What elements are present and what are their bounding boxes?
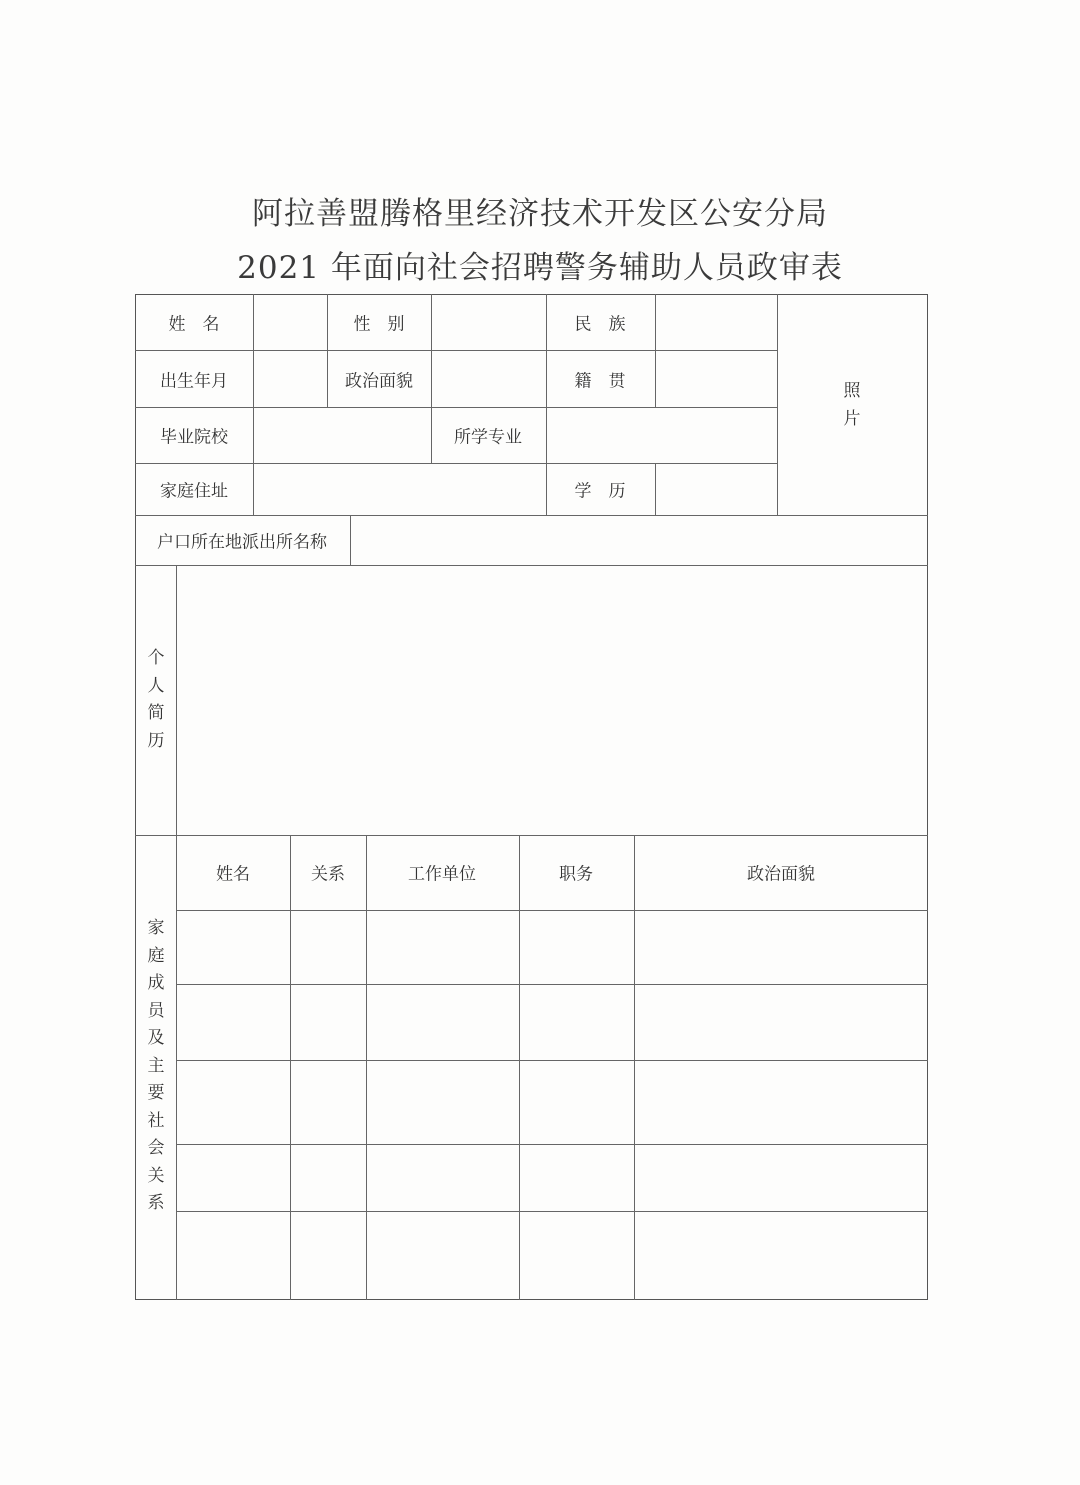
col-divider <box>519 835 520 1300</box>
political-field[interactable] <box>432 351 545 406</box>
ethnicity-field[interactable] <box>656 295 776 349</box>
row-divider <box>176 1144 928 1145</box>
education-field[interactable] <box>656 464 776 514</box>
col-divider <box>366 835 367 1300</box>
row-divider <box>176 1211 928 1212</box>
native-place-field[interactable] <box>656 351 776 406</box>
label-ethnicity: 民 族 <box>574 314 626 335</box>
row-divider <box>176 910 928 911</box>
label-major: 所学专业 <box>454 427 522 448</box>
label-birth: 出生年月 <box>160 371 228 392</box>
col-divider <box>634 835 635 1300</box>
label-school: 毕业院校 <box>160 427 228 448</box>
photo-area[interactable] <box>778 295 927 514</box>
family-header-employer: 工作单位 <box>408 864 476 885</box>
family-header-name: 姓名 <box>216 864 250 885</box>
major-field[interactable] <box>547 408 776 462</box>
form-title-line-1: 阿拉善盟腾格里经济技术开发区公安分局 <box>252 196 828 232</box>
address-field[interactable] <box>254 464 545 514</box>
col-divider <box>327 294 328 407</box>
label-family: 家庭成员及主要社会关系 <box>147 918 165 1213</box>
row-divider <box>135 835 928 836</box>
label-education: 学 历 <box>574 481 626 502</box>
police-station-field[interactable] <box>351 516 927 564</box>
col-divider <box>290 835 291 1300</box>
resume-field[interactable] <box>177 566 927 834</box>
label-name: 姓 名 <box>168 314 220 335</box>
gender-field[interactable] <box>432 295 545 349</box>
school-field[interactable] <box>254 408 430 462</box>
family-header-political: 政治面貌 <box>747 864 815 885</box>
name-field[interactable] <box>254 295 326 349</box>
col-divider <box>546 294 547 515</box>
birth-field[interactable] <box>254 351 326 406</box>
label-political: 政治面貌 <box>345 371 413 392</box>
label-photo: 照片 <box>843 381 861 429</box>
row-divider <box>176 1060 928 1061</box>
family-header-relation: 关系 <box>311 864 345 885</box>
row-divider <box>176 984 928 985</box>
label-address: 家庭住址 <box>160 481 228 502</box>
label-resume: 个人简历 <box>147 648 165 751</box>
label-police-station: 户口所在地派出所名称 <box>157 532 327 553</box>
form-title-line-2: 2021 年面向社会招聘警务辅助人员政审表 <box>237 250 843 286</box>
label-gender: 性 别 <box>353 314 405 335</box>
label-native-place: 籍 贯 <box>574 371 626 392</box>
family-header-position: 职务 <box>559 864 593 885</box>
